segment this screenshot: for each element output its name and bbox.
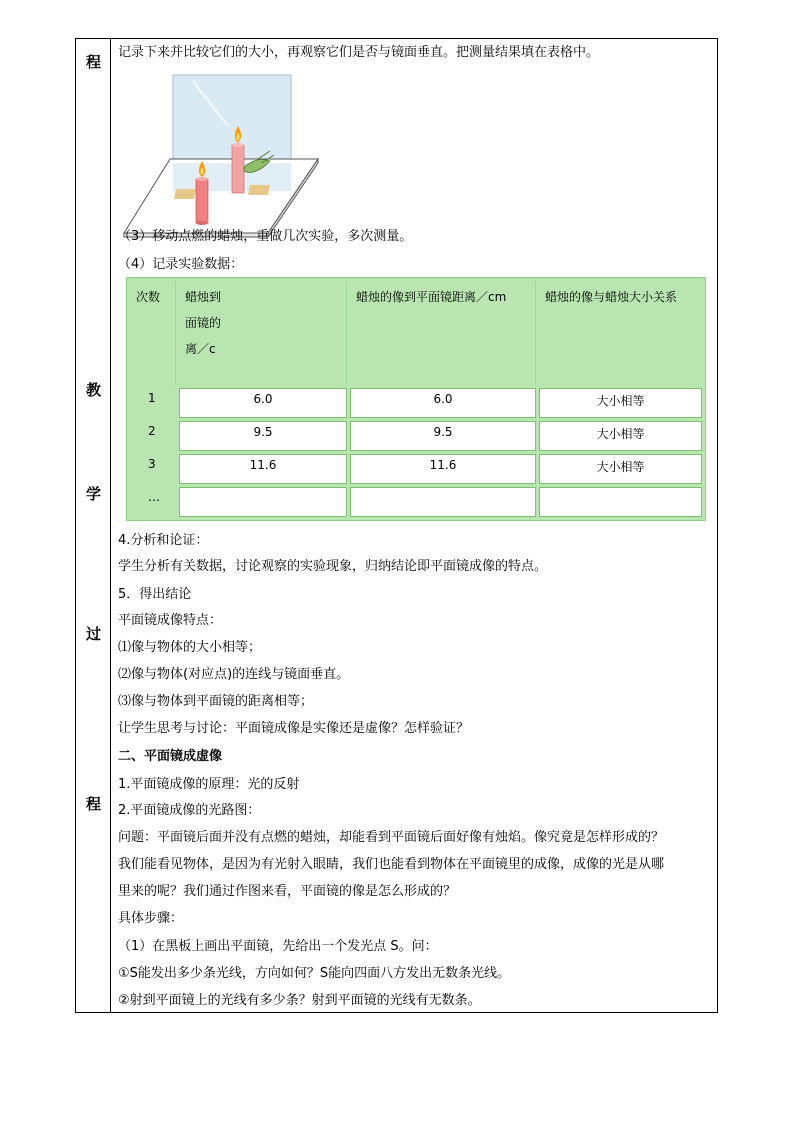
intro-line: 记录下来并比较它们的大小，再观察它们是否与镜面垂直。把测量结果填在表格中。 <box>118 45 600 60</box>
step-3: （3）移动点燃的蜡烛，重做几次实验，多次测量。 <box>118 229 413 244</box>
table-cell: 6.0 <box>350 388 536 418</box>
row-index: … <box>130 487 176 517</box>
table-row <box>130 487 702 517</box>
side-label: 学 <box>85 485 101 503</box>
side-label: 程 <box>85 795 101 813</box>
table-cell <box>539 487 702 517</box>
table-cell: 9.5 <box>179 421 347 451</box>
side-label: 过 <box>85 625 101 643</box>
text-line: 让学生思考与讨论：平面镜成像是实像还是虚像？怎样验证？ <box>118 721 470 736</box>
lesson-table <box>75 38 718 1013</box>
table-cell: 9.5 <box>350 421 536 451</box>
table-header-row <box>130 281 702 385</box>
text-line: 学生分析有关数据，讨论观察的实验现象，归纳结论即平面镜成像的特点。 <box>118 559 548 574</box>
table-cell: 大小相等 <box>539 454 702 484</box>
text-line: ⑶像与物体到平面镜的距离相等； <box>118 694 314 709</box>
row-index: 2 <box>130 421 176 451</box>
table-cell: 11.6 <box>350 454 536 484</box>
text-line: 具体步骤： <box>118 911 184 926</box>
text-line: 问题：平面镜后面并没有点燃的蜡烛，却能看到平面镜后面好像有烛焰。像究竟是怎样形成的？ <box>118 830 665 845</box>
text-line: 里来的呢？我们通过作图来看，平面镜的像是怎么形成的？ <box>118 884 457 899</box>
table-row <box>130 388 702 418</box>
table-cell <box>179 487 347 517</box>
text-line: ⑵像与物体(对应点)的连线与镜面垂直。 <box>118 667 350 682</box>
table-row <box>130 454 702 484</box>
table-cell: 大小相等 <box>539 421 702 451</box>
step-4: （4）记录实验数据： <box>118 257 244 272</box>
side-column <box>76 39 111 1012</box>
table-cell <box>350 487 536 517</box>
header-cell: 蜡烛的像与蜡烛大小关系 <box>539 281 702 385</box>
text-line: 5．得出结论 <box>118 587 192 602</box>
table-cell: 大小相等 <box>539 388 702 418</box>
section-heading: 二、平面镜成虚像 <box>118 749 223 764</box>
text-line: ⑴像与物体的大小相等； <box>118 640 262 655</box>
text-line: （1）在黑板上画出平面镜，先给出一个发光点 S。问： <box>118 939 438 954</box>
header-cell: 次数 <box>130 281 176 385</box>
text-line: 2.平面镜成像的光路图： <box>118 803 261 818</box>
side-label: 程 <box>85 53 101 71</box>
header-cell: 蜡烛的像到平面镜距离／cm <box>350 281 536 385</box>
table-cell: 11.6 <box>179 454 347 484</box>
experiment-data-table <box>126 277 706 521</box>
table-row <box>130 421 702 451</box>
text-line: 我们能看见物体，是因为有光射入眼睛，我们也能看到物体在平面镜里的成像，成像的光是从哪 <box>118 857 665 872</box>
candle-mirror-illustration <box>118 71 328 246</box>
header-cell: 蜡烛到 面镜的 离／c <box>179 281 347 385</box>
row-index: 1 <box>130 388 176 418</box>
text-line: 1.平面镜成像的原理：光的反射 <box>118 777 300 792</box>
text-line: 平面镜成像特点： <box>118 613 223 628</box>
table-cell: 6.0 <box>179 388 347 418</box>
text-line: 4.分析和论证： <box>118 533 209 548</box>
side-label: 教 <box>85 381 101 399</box>
text-line: ①S能发出多少条光线，方向如何？S能向四面八方发出无数条光线。 <box>118 966 511 981</box>
row-index: 3 <box>130 454 176 484</box>
text-line: ②射到平面镜上的光线有多少条？射到平面镜的光线有无数条。 <box>118 993 481 1008</box>
